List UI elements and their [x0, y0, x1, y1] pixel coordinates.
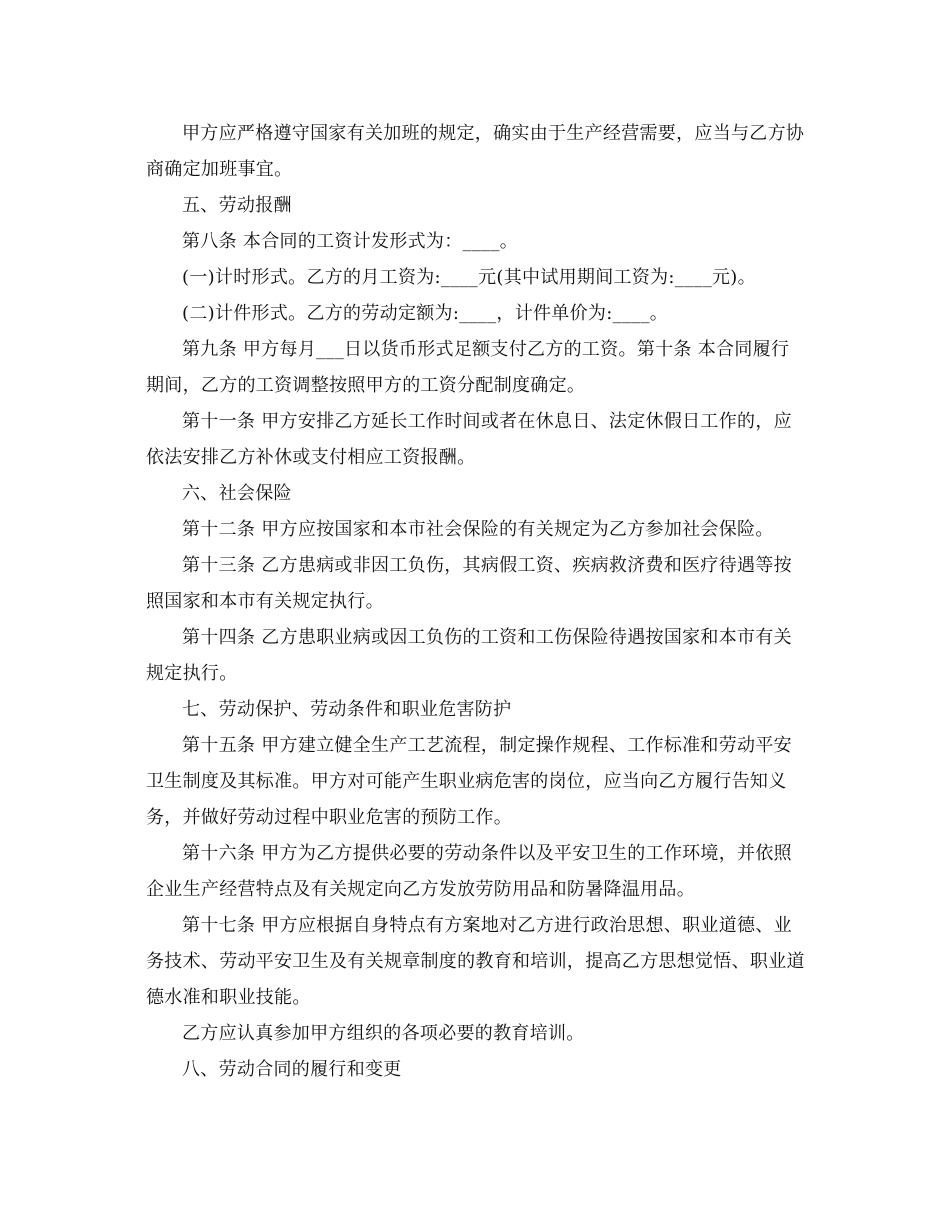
paragraph-training-attendance: 乙方应认真参加甲方组织的各项必要的教育培训。	[182, 1023, 585, 1044]
article-14: 第十四条 乙方患职业病或因工负伤的工资和工伤保险待遇按国家和本市有关规定执行。	[146, 627, 792, 684]
section-heading-labor-protection: 七、劳动保护、劳动条件和职业危害防护	[182, 699, 512, 720]
section-heading-social-insurance: 六、社会保险	[182, 483, 292, 504]
section-heading-contract-performance: 八、劳动合同的履行和变更	[182, 1059, 402, 1080]
paragraph-overtime-rule: 甲方应严格遵守国家有关加班的规定，确实由于生产经营需要，应当与乙方协商确定加班事宜。	[146, 123, 805, 180]
article-15: 第十五条 甲方建立健全生产工艺流程，制定操作规程、工作标准和劳动平安卫生制度及其标准。甲方对可能产生职业病危害的岗位，应当向乙方履行告知义务，并做好劳动过程中职业危害的预防工作。	[146, 735, 792, 828]
section-heading-remuneration: 五、劳动报酬	[182, 195, 292, 216]
document-body	[146, 116, 806, 1088]
article-16: 第十六条 甲方为乙方提供必要的劳动条件以及平安卫生的工作环境，并依照企业生产经营特点及有关规定向乙方发放劳防用品和防暑降温用品。	[146, 843, 792, 900]
article-8: 第八条 本合同的工资计发形式为：____。	[182, 231, 519, 252]
article-12: 第十二条 甲方应按国家和本市社会保险的有关规定为乙方参加社会保险。	[182, 519, 774, 540]
article-8-item-2: (二)计件形式。乙方的劳动定额为:____，计件单价为:____。	[182, 303, 669, 324]
article-9-10: 第九条 甲方每月___日以货币形式足额支付乙方的工资。第十条 本合同履行期间，乙方的工资调整按照甲方的工资分配制度确定。	[146, 339, 790, 396]
article-8-item-1: (一)计时形式。乙方的月工资为:____元(其中试用期间工资为:____元)。	[182, 267, 756, 288]
article-13: 第十三条 乙方患病或非因工负伤，其病假工资、疾病救济费和医疗待遇等按照国家和本市有关规定执行。	[146, 555, 792, 612]
article-17: 第十七条 甲方应根据自身特点有方案地对乙方进行政治思想、职业道德、业务技术、劳动平安卫生及有关规章制度的教育和培训，提高乙方思想觉悟、职业道德水准和职业技能。	[146, 915, 805, 1008]
article-11: 第十一条 甲方安排乙方延长工作时间或者在休息日、法定休假日工作的，应依法安排乙方补休或支付相应工资报酬。	[146, 411, 792, 468]
